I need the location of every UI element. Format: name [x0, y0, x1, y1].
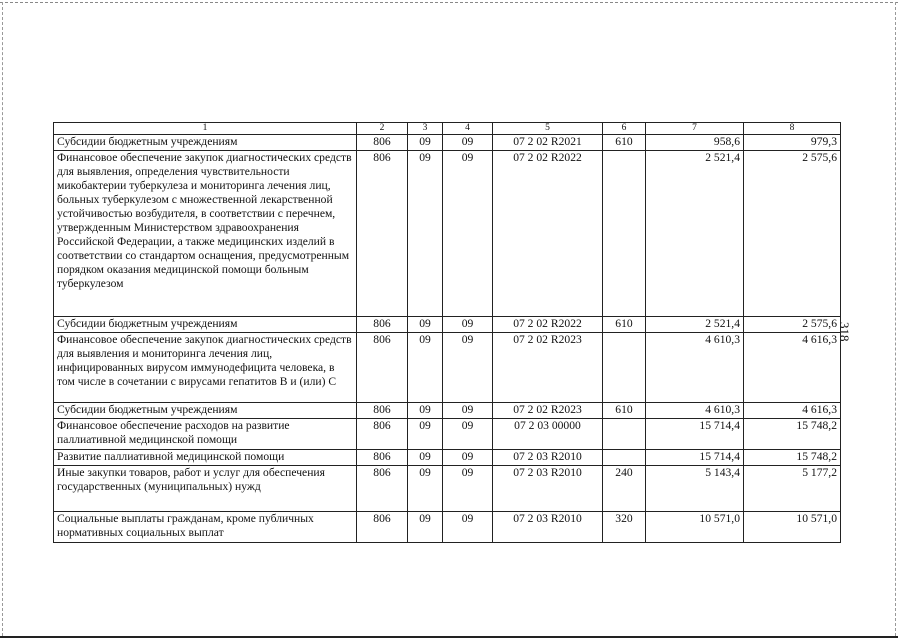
- budget-table: [53, 122, 841, 543]
- row-expense-type-cell: [603, 419, 646, 450]
- row-amount-2-cell: 2 575,6: [744, 317, 841, 333]
- row-expense-type-cell: [603, 333, 646, 403]
- table-row: [54, 512, 841, 543]
- table-row: [54, 419, 841, 450]
- scan-border-top: [0, 2, 898, 3]
- header-cell: 3: [408, 123, 443, 135]
- row-name-cell: Иные закупки товаров, работ и услуг для обеспечения государственных (муниципальных) нужд: [54, 466, 357, 512]
- row-amount-2-cell: 10 571,0: [744, 512, 841, 543]
- row-expense-type-cell: 320: [603, 512, 646, 543]
- row-expense-type-cell: [603, 450, 646, 466]
- scan-border-right: [895, 2, 896, 636]
- row-subsection-cell: 09: [443, 450, 493, 466]
- table-row: [54, 466, 841, 512]
- row-expense-type-cell: 610: [603, 403, 646, 419]
- row-subsection-cell: 09: [443, 512, 493, 543]
- scan-border-left: [2, 2, 3, 636]
- row-expense-type-cell: 610: [603, 135, 646, 151]
- row-target-code-cell: 07 2 03 00000: [493, 419, 603, 450]
- row-name-cell: Социальные выплаты гражданам, кроме публичных нормативных социальных выплат: [54, 512, 357, 543]
- row-ministry-cell: 806: [357, 450, 408, 466]
- row-subsection-cell: 09: [443, 333, 493, 403]
- row-amount-2-cell: 2 575,6: [744, 151, 841, 317]
- row-ministry-cell: 806: [357, 512, 408, 543]
- table-row: [54, 333, 841, 403]
- row-expense-type-cell: 240: [603, 466, 646, 512]
- row-amount-2-cell: 15 748,2: [744, 419, 841, 450]
- row-section-cell: 09: [408, 419, 443, 450]
- row-amount-2-cell: 4 616,3: [744, 403, 841, 419]
- row-amount-2-cell: 5 177,2: [744, 466, 841, 512]
- row-target-code-cell: 07 2 02 R2023: [493, 403, 603, 419]
- table-row: [54, 450, 841, 466]
- row-section-cell: 09: [408, 135, 443, 151]
- row-section-cell: 09: [408, 333, 443, 403]
- row-subsection-cell: 09: [443, 419, 493, 450]
- row-target-code-cell: 07 2 02 R2023: [493, 333, 603, 403]
- row-expense-type-cell: 610: [603, 317, 646, 333]
- row-section-cell: 09: [408, 403, 443, 419]
- row-subsection-cell: 09: [443, 151, 493, 317]
- row-target-code-cell: 07 2 03 R2010: [493, 450, 603, 466]
- table-row: [54, 135, 841, 151]
- header-cell: 6: [603, 123, 646, 135]
- row-ministry-cell: 806: [357, 135, 408, 151]
- header-cell: 7: [646, 123, 744, 135]
- header-cell: 5: [493, 123, 603, 135]
- row-amount-1-cell: 10 571,0: [646, 512, 744, 543]
- row-amount-1-cell: 15 714,4: [646, 450, 744, 466]
- row-subsection-cell: 09: [443, 466, 493, 512]
- row-ministry-cell: 806: [357, 419, 408, 450]
- row-target-code-cell: 07 2 02 R2022: [493, 151, 603, 317]
- row-target-code-cell: 07 2 03 R2010: [493, 512, 603, 543]
- table-row: [54, 151, 841, 317]
- row-amount-2-cell: 15 748,2: [744, 450, 841, 466]
- header-cell: 1: [54, 123, 357, 135]
- header-row: [54, 123, 841, 135]
- table-row: [54, 403, 841, 419]
- row-subsection-cell: 09: [443, 403, 493, 419]
- row-section-cell: 09: [408, 151, 443, 317]
- row-target-code-cell: 07 2 02 R2022: [493, 317, 603, 333]
- row-name-cell: Финансовое обеспечение закупок диагностических средств для выявления и мониторинга лечения лиц, инфицированных вирусом иммунодефицита человека, в том числе в сочетании с вирусами гепатитов В и (или) С: [54, 333, 357, 403]
- row-section-cell: 09: [408, 450, 443, 466]
- table-row: [54, 317, 841, 333]
- row-name-cell: Финансовое обеспечение закупок диагностических средств для выявления, определения чувствительности микобактерии туберкулеза и мониторинга лечения лиц, больных туберкулезом с множественной лекарственной устойчивостью возбудителя, в соответствии с перечнем, утвержденным Министерством здравоохранения Российской Федерации, а также медицинских изделий в соответствии со стандартом оснащения, предусмотренным порядком оказания медицинской помощи больным туберкулезом: [54, 151, 357, 317]
- row-ministry-cell: 806: [357, 151, 408, 317]
- row-section-cell: 09: [408, 512, 443, 543]
- row-name-cell: Субсидии бюджетным учреждениям: [54, 403, 357, 419]
- row-amount-1-cell: 4 610,3: [646, 333, 744, 403]
- row-amount-2-cell: 979,3: [744, 135, 841, 151]
- row-target-code-cell: 07 2 03 R2010: [493, 466, 603, 512]
- row-amount-1-cell: 958,6: [646, 135, 744, 151]
- scan-border-bottom: [0, 636, 898, 638]
- row-amount-1-cell: 2 521,4: [646, 151, 744, 317]
- row-subsection-cell: 09: [443, 135, 493, 151]
- row-name-cell: Финансовое обеспечение расходов на развитие паллиативной медицинской помощи: [54, 419, 357, 450]
- row-name-cell: Субсидии бюджетным учреждениям: [54, 317, 357, 333]
- row-amount-1-cell: 2 521,4: [646, 317, 744, 333]
- row-amount-1-cell: 4 610,3: [646, 403, 744, 419]
- row-name-cell: Развитие паллиативной медицинской помощи: [54, 450, 357, 466]
- row-ministry-cell: 806: [357, 403, 408, 419]
- row-amount-2-cell: 4 616,3: [744, 333, 841, 403]
- row-expense-type-cell: [603, 151, 646, 317]
- header-cell: 4: [443, 123, 493, 135]
- row-ministry-cell: 806: [357, 317, 408, 333]
- row-ministry-cell: 806: [357, 466, 408, 512]
- header-cell: 8: [744, 123, 841, 135]
- row-target-code-cell: 07 2 02 R2021: [493, 135, 603, 151]
- row-amount-1-cell: 15 714,4: [646, 419, 744, 450]
- row-ministry-cell: 806: [357, 333, 408, 403]
- row-section-cell: 09: [408, 317, 443, 333]
- row-amount-1-cell: 5 143,4: [646, 466, 744, 512]
- row-section-cell: 09: [408, 466, 443, 512]
- header-cell: 2: [357, 123, 408, 135]
- page-number: 318: [837, 322, 852, 342]
- row-subsection-cell: 09: [443, 317, 493, 333]
- row-name-cell: Субсидии бюджетным учреждениям: [54, 135, 357, 151]
